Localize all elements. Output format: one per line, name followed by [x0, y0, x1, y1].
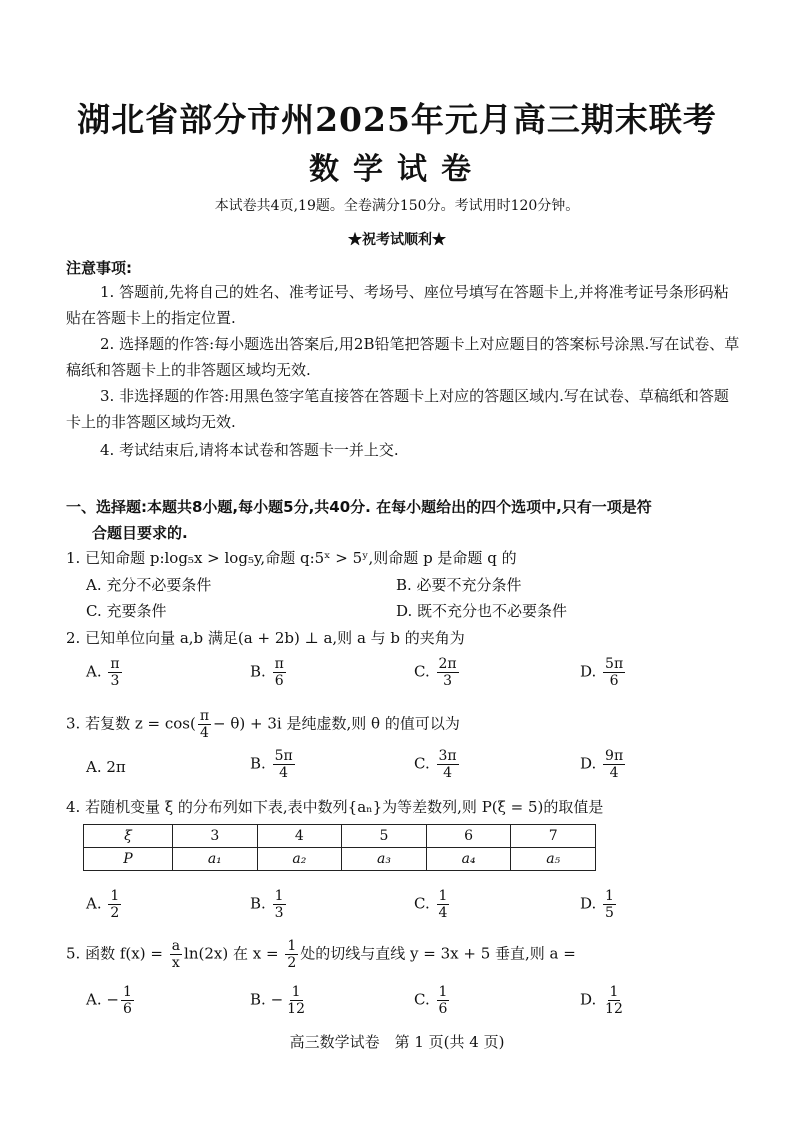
option-sign: − [270, 990, 284, 1009]
fraction [108, 656, 121, 689]
option-label: D. [580, 894, 597, 913]
option-sign: − [106, 990, 119, 1009]
fraction-denominator: 4 [609, 765, 619, 781]
fraction-numerator: 9π [605, 748, 624, 764]
q2-option-c [414, 656, 461, 689]
exam-info: 本试卷共4页,19题。全卷满分150分。考试用时120分钟。 [214, 198, 580, 214]
fraction [273, 748, 295, 781]
option-label: A. [86, 894, 102, 913]
option-label: B. [250, 662, 266, 681]
table-cell: a₄ [426, 848, 511, 871]
fraction-denominator: 2 [287, 955, 297, 971]
fraction [437, 656, 459, 689]
q1-option-d: D. 既不充分也不必要条件 [396, 602, 568, 620]
table-cell: a₅ [511, 848, 596, 871]
q2-option-d [580, 656, 627, 689]
fraction-numerator: 1 [274, 888, 284, 904]
q3-stem-part-b: − θ) + 3i 是纯虚数,则 θ 的值可以为 [213, 714, 460, 733]
section-heading [66, 494, 746, 546]
table-cell: 3 [173, 825, 258, 848]
fraction-numerator: π [110, 656, 120, 672]
fraction [437, 748, 459, 781]
fraction-numerator: 5π [605, 656, 624, 672]
fraction [603, 748, 625, 781]
option-label: A. [86, 990, 102, 1009]
exam-subtitle: 数学试卷 [309, 152, 485, 187]
q2-option-a [86, 656, 124, 689]
fraction-denominator: 3 [110, 673, 120, 689]
fraction-denominator: 5 [605, 905, 614, 921]
fraction-numerator: 1 [438, 984, 448, 1000]
question-1-stem: 1. 已知命题 p:log₅x > log₅y,命题 q:5ˣ > 5ʸ,则命题 p 是命题 q 的 [66, 549, 517, 567]
q1-option-c: C. 充要条件 [86, 602, 167, 620]
fraction [603, 888, 616, 921]
q1-option-b: B. 必要不充分条件 [396, 576, 522, 594]
notice-item-1: 1. 答题前,先将自己的姓名、准考证号、考场号、座位号填写在答题卡上,并将准考证号条形码粘贴在答题卡上的指定位置. [66, 283, 729, 327]
table-row [84, 825, 596, 848]
exam-wish: ★祝考试顺利★ [348, 232, 446, 248]
notice-item-4: 4. 考试结束后,请将本试卷和答题卡一并上交. [100, 441, 399, 459]
table-cell: 7 [511, 825, 596, 848]
section-heading-line1: 一、选择题:本题共8小题,每小题5分,共40分. 在每小题给出的四个选项中,只有一项是符 [66, 498, 652, 516]
table-cell: 6 [426, 825, 511, 848]
q5-stem-part-b: ln(2x) 在 x = [184, 944, 279, 963]
fraction-denominator: 4 [279, 765, 289, 781]
q4-option-c [414, 888, 451, 921]
notice-item-3: 3. 非选择题的作答:用黑色签字笔直接答在答题卡上对应的答题区域内.写在试卷、草稿纸和答题卡上的非答题区域均无效. [66, 387, 729, 431]
fraction-numerator: 1 [110, 888, 120, 904]
question-2-stem: 2. 已知单位向量 a,b 满足(a + 2b) ⊥ a,则 a 与 b 的夹角为 [66, 629, 465, 647]
exam-title: 湖北省部分市州2025年元月高三期末联考 [77, 100, 717, 139]
fraction-denominator: 6 [438, 1001, 448, 1017]
question-4-stem: 4. 若随机变量 ξ 的分布列如下表,表中数列{aₙ}为等差数列,则 P(ξ = 5)的取值是 [66, 798, 604, 816]
q2-option-b [250, 656, 288, 689]
fraction-denominator: 4 [199, 725, 209, 741]
option-label: D. [580, 754, 597, 773]
q5-option-a [86, 984, 136, 1017]
option-value: 2π [106, 758, 126, 776]
fraction-numerator: 1 [609, 984, 619, 1000]
fraction-numerator: a [171, 938, 181, 954]
option-label: D. [580, 990, 597, 1009]
fraction [170, 938, 182, 971]
option-label: A. [86, 662, 102, 681]
q5-stem-part-c: 处的切线与直线 y = 3x + 5 垂直,则 a = [300, 944, 576, 963]
fraction [603, 656, 625, 689]
fraction-numerator: 1 [291, 984, 301, 1000]
q5-option-c [414, 984, 451, 1017]
q5-option-b [250, 984, 309, 1017]
fraction-denominator: 4 [438, 905, 448, 921]
option-label: C. [414, 754, 430, 773]
fraction-numerator: 1 [438, 888, 448, 904]
fraction [108, 888, 121, 921]
table-cell: P [84, 848, 173, 871]
q4-option-d [580, 888, 618, 921]
fraction [121, 984, 134, 1017]
option-label: B. [250, 990, 266, 1009]
table-cell: ξ [84, 825, 173, 848]
fraction-denominator: 12 [605, 1001, 623, 1017]
distribution-table [83, 824, 596, 871]
notice-heading: 注意事项: [66, 259, 132, 277]
table-cell: a₂ [257, 848, 342, 871]
option-label: D. [580, 662, 597, 681]
fraction [437, 888, 450, 921]
q3-stem-part-a: 3. 若复数 z = cos( [66, 714, 196, 733]
table-cell: a₁ [173, 848, 258, 871]
q3-option-d [580, 748, 627, 781]
q3-option-b [250, 748, 297, 781]
fraction-denominator: 12 [287, 1001, 305, 1017]
q5-option-d [580, 984, 627, 1017]
fraction [437, 984, 450, 1017]
fraction-denominator: 3 [274, 905, 284, 921]
question-5-stem [66, 938, 576, 971]
table-row [84, 848, 596, 871]
fraction [273, 656, 286, 689]
q5-stem-part-a: 5. 函数 f(x) = [66, 944, 163, 963]
fraction-denominator: 6 [274, 673, 284, 689]
option-label: C. [414, 990, 430, 1009]
option-label: B. [250, 894, 266, 913]
question-3-stem [66, 708, 460, 741]
notice-item-2: 2. 选择题的作答:每小题选出答案后,用2B铅笔把答题卡上对应题目的答案标号涂黑.写在试卷、草稿纸和答题卡上的非答题区域均无效. [66, 335, 740, 379]
table-cell: 4 [257, 825, 342, 848]
fraction [285, 938, 298, 971]
fraction-numerator: 1 [605, 888, 614, 904]
fraction-numerator: 1 [287, 938, 297, 954]
q4-option-b [250, 888, 288, 921]
option-label: A. [86, 758, 102, 776]
q3-option-a [86, 756, 126, 778]
fraction-denominator: 3 [443, 673, 453, 689]
section-heading-line2: 合题目要求的. [92, 524, 188, 542]
fraction-denominator: 2 [110, 905, 120, 921]
q4-option-a [86, 888, 123, 921]
option-label: C. [414, 894, 430, 913]
fraction-numerator: 2π [438, 656, 457, 672]
fraction-denominator: 4 [443, 765, 453, 781]
q3-option-c [414, 748, 461, 781]
fraction-numerator: π [199, 708, 210, 724]
table-cell: 5 [342, 825, 427, 848]
q1-option-a: A. 充分不必要条件 [86, 576, 212, 594]
fraction-denominator: 6 [609, 673, 619, 689]
fraction [603, 984, 625, 1017]
fraction [198, 708, 211, 741]
page-footer: 高三数学试卷 第 1 页(共 4 页) [289, 1033, 505, 1051]
fraction-numerator: 3π [438, 748, 457, 764]
fraction-denominator: 6 [122, 1001, 132, 1017]
option-label: C. [414, 662, 430, 681]
fraction-numerator: π [274, 656, 284, 672]
table-cell: a₃ [342, 848, 427, 871]
fraction [273, 888, 286, 921]
fraction-denominator: x [171, 955, 180, 971]
fraction-numerator: 5π [274, 748, 293, 764]
option-label: B. [250, 754, 266, 773]
fraction [285, 984, 307, 1017]
fraction-numerator: 1 [122, 984, 132, 1000]
